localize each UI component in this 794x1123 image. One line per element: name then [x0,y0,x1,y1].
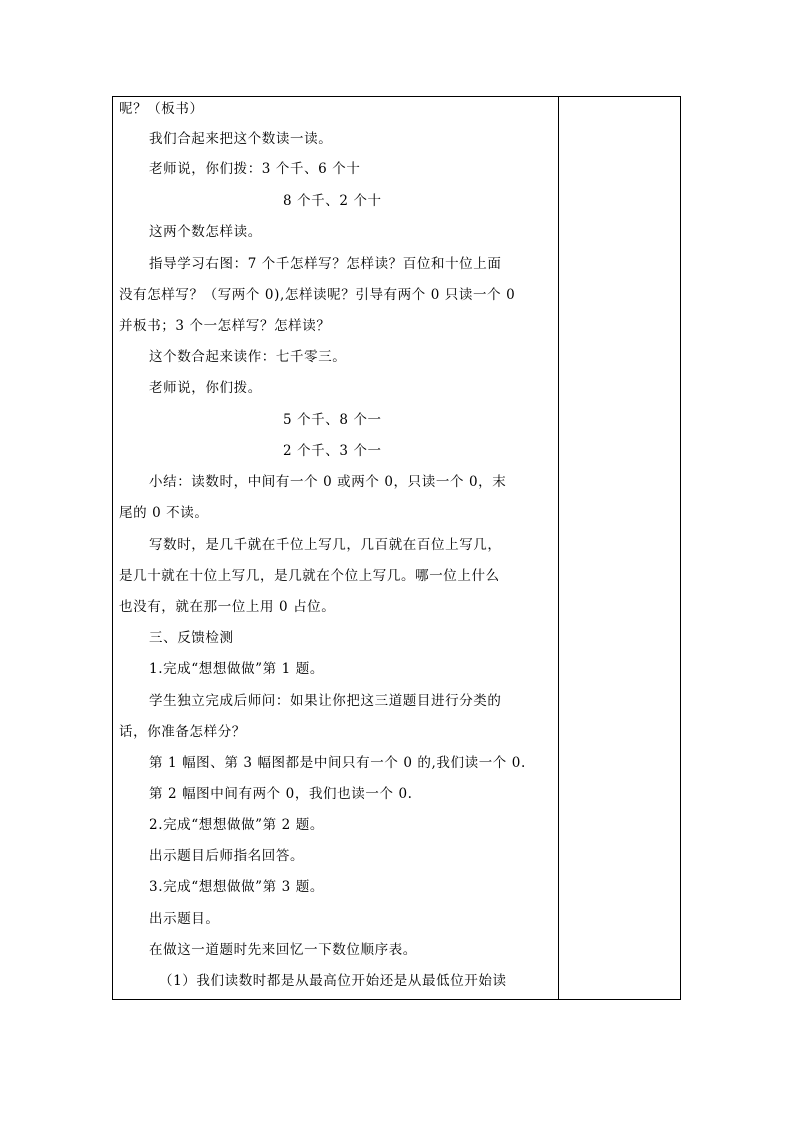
text-line: 3.完成“想想做做”第 3 题。 [149,879,324,895]
text-line: 8 个千、2 个十 [283,193,382,209]
text-line: 出示题目。 [149,911,220,927]
text-line: 出示题目后师指名回答。 [149,848,305,864]
notes-cell [559,97,680,999]
text-line: 写数时，是几千就在千位上写几，几百就在百位上写几， [149,537,502,553]
text-line: 呢？（板书） [119,101,204,117]
text-line: 我们合起来把这个数读一读。 [149,131,333,147]
text-line: 是几十就在十位上写几，是几就在个位上写几。哪一位上什么 [119,568,500,584]
text-line: 三、反馈检测 [149,630,234,646]
text-line: 小结：读数时，中间有一个 0 或两个 0，只读一个 0，末 [149,474,507,490]
text-line: 1.完成“想想做做”第 1 题。 [149,661,324,677]
text-line: 5 个千、8 个一 [283,412,382,428]
text-line: 指导学习右图：7 个千怎样写？怎样读？百位和十位上面 [149,256,502,272]
text-line: 第 2 幅图中间有两个 0，我们也读一个 0. [149,786,413,802]
text-line: 并板书；3 个一怎样写？怎样读？ [119,318,331,334]
text-line: 也没有，就在那一位上用 0 占位。 [119,599,336,615]
text-line: 这个数合起来读作：七千零三。 [149,349,347,365]
text-line: 第 1 幅图、第 3 幅图都是中间只有一个 0 的,我们读一个 0. [149,755,526,771]
lesson-plan-table [112,96,681,1000]
text-line: 2.完成“想想做做”第 2 题。 [149,817,324,833]
text-line: 学生独立完成后师问：如果让你把这三道题目进行分类的 [149,693,502,709]
text-line: 这两个数怎样读。 [149,224,262,240]
text-line: 话，你准备怎样分？ [119,724,246,740]
text-line: （1）我们读数时都是从最高位开始还是从最低位开始读 [159,973,507,989]
lesson-content-cell [113,97,558,999]
text-line: 在做这一道题时先来回忆一下数位顺序表。 [149,942,417,958]
text-line: 2 个千、3 个一 [283,443,382,459]
text-line: 老师说，你们拨：3 个千、6 个十 [149,161,361,177]
text-line: 尾的 0 不读。 [119,505,209,521]
text-line: 老师说，你们拨。 [149,380,262,396]
text-line: 没有怎样写？（写两个 0),怎样读呢？引导有两个 0 只读一个 0 [119,287,516,303]
